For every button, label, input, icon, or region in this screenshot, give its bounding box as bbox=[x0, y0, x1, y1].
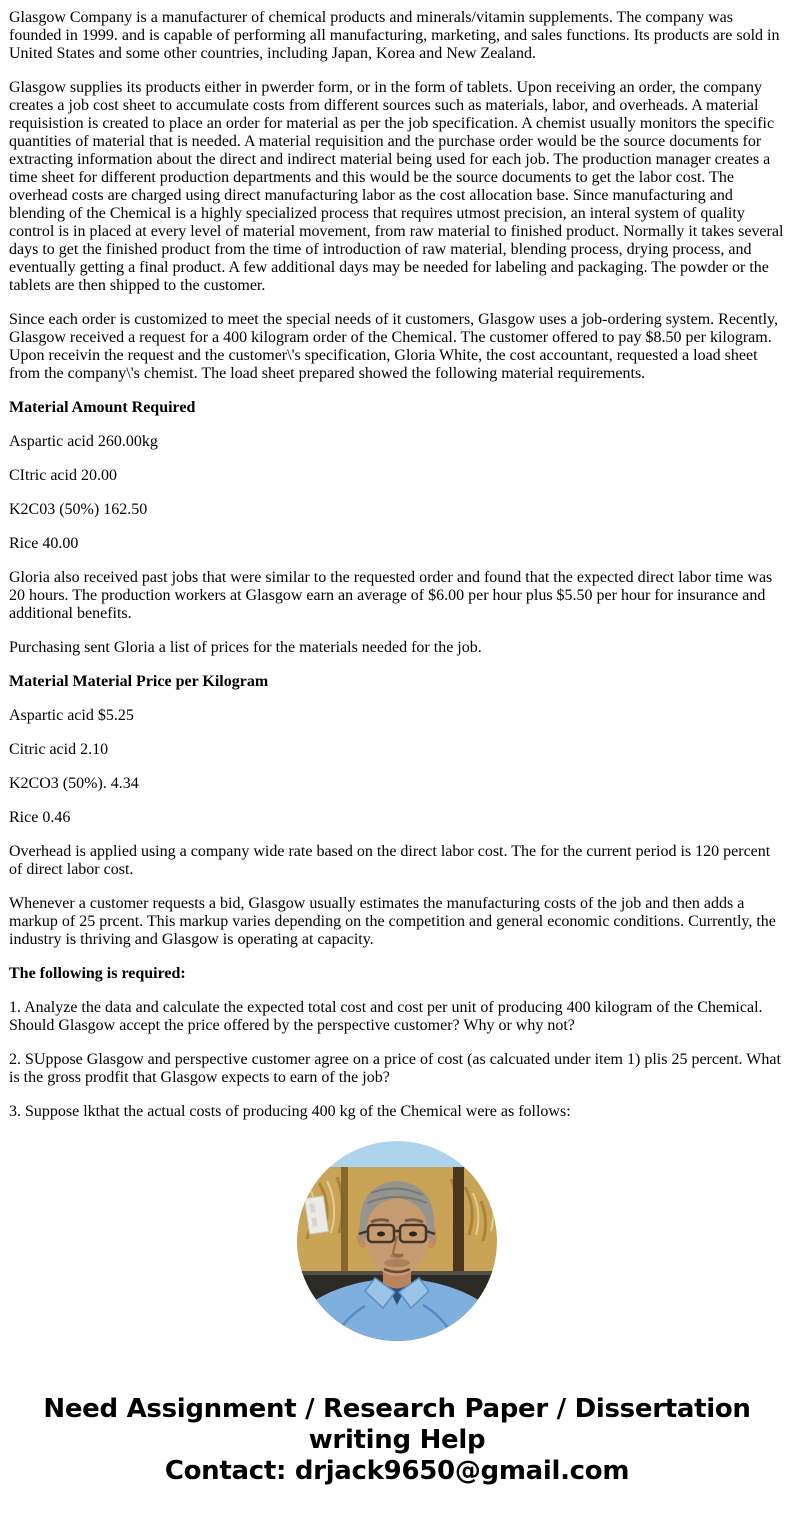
material-amount-k2c03: K2C03 (50%) 162.50 bbox=[9, 501, 148, 518]
paragraph-order-request: Since each order is customized to meet the special needs of it customers, Glasgow uses a job-ordering system. Recently, Glasgow received a request for a 400 kilogram order of the Chemical. The customer offered to pay $8.50 per kilogram. Upon receivin the request and the customer\'s specification, Gloria White, the cost accountant, requested a load sheet from the company\'s chemist. The load sheet prepared showed the following material requirements. bbox=[9, 311, 778, 382]
material-price-citric-acid: Citric acid 2.10 bbox=[9, 741, 109, 758]
heading-material-amount-required: Material Amount Required bbox=[9, 399, 196, 416]
question-2: 2. SUppose Glasgow and perspective customer agree on a price of cost (as calcuated under item 1) plis 25 percent. What is the gross prodfit that Glasgow expects to earn of the job? bbox=[9, 1051, 781, 1086]
footer-advertisement bbox=[0, 1394, 794, 1487]
heading-material-price-per-kilogram: Material Material Price per Kilogram bbox=[9, 673, 269, 690]
material-amount-aspartic-acid: Aspartic acid 260.00kg bbox=[9, 433, 158, 450]
material-price-k2co3: K2CO3 (50%). 4.34 bbox=[9, 775, 139, 792]
material-price-rice: Rice 0.46 bbox=[9, 809, 71, 826]
footer-line-1: Need Assignment / Research Paper / Dissertation bbox=[43, 1394, 751, 1424]
footer-contact-email: Contact: drjack9650@gmail.com bbox=[164, 1456, 630, 1486]
paragraph-process-description: Glasgow supplies its products either in pwerder form, or in the form of tablets. Upon receiving an order, the company creates a job cost sheet to accumulate costs from different sources such as materials, labor, and overheads. A material requisistion is created to place an order for material as per the job specification. A chemist usually monitors the specific quantities of material that is needed. A material requisition and the purchase order would be the source documents for extracting information about the direct and indirect material being used for each job. The production manager creates a time sheet for different production departments and this would be the source documents to get the labor cost. The overhead costs are charged using direct manufacturing labor as the cost allocation base. Since manufacturing and blending of the Chemical is a highly specialized process that requires utmost precision, an interal system of quality control is in placed at every level of material movement, from raw material to finished product. Normally it takes several days to get the finished product from the time of introduction of raw material, blending process, drying process, and eventually getting a final product. A few additional days may be needed for labeling and packaging. The powder or the tablets are then shipped to the customer. bbox=[9, 79, 784, 294]
question-1: 1. Analyze the data and calculate the expected total cost and cost per unit of producing 400 kilogram of the Chemical. Should Glasgow accept the price offered by the perspective customer? Why or why not? bbox=[9, 999, 763, 1034]
paragraph-purchasing-prices: Purchasing sent Gloria a list of prices for the materials needed for the job. bbox=[9, 639, 482, 656]
material-amount-citric-acid: CItric acid 20.00 bbox=[9, 467, 117, 484]
profile-photo bbox=[297, 1141, 497, 1341]
paragraph-overhead-rate: Overhead is applied using a company wide rate based on the direct labor cost. The for the current period is 120 percent of direct labor cost. bbox=[9, 843, 771, 878]
paragraph-markup-policy: Whenever a customer requests a bid, Glasgow usually estimates the manufacturing costs of the job and then adds a markup of 25 prcent. This markup varies depending on the competition and general economic conditions. Currently, the industry is thriving and Glasgow is operating at capacity. bbox=[9, 895, 776, 948]
profile-photo-container bbox=[0, 1141, 794, 1346]
material-amount-rice: Rice 40.00 bbox=[9, 535, 79, 552]
profile-photo-illustration bbox=[297, 1141, 497, 1341]
footer-line-2: writing Help bbox=[308, 1425, 486, 1455]
heading-following-is-required: The following is required: bbox=[9, 965, 186, 982]
paragraph-labor-info: Gloria also received past jobs that were similar to the requested order and found that the expected direct labor time was 20 hours. The production workers at Glasgow earn an average of $6.00 per hour plus $5.50 per hour for insurance and additional benefits. bbox=[9, 569, 773, 622]
question-3: 3. Suppose lkthat the actual costs of producing 400 kg of the Chemical were as follows: bbox=[9, 1103, 571, 1120]
material-price-aspartic-acid: Aspartic acid $5.25 bbox=[9, 707, 134, 724]
paragraph-company-intro: Glasgow Company is a manufacturer of chemical products and minerals/vitamin supplements. The company was founded in 1999. and is capable of performing all manufacturing, marketing, and sales functions. Its products are sold in United States and some other countries, including Japan, Korea and New Zealand. bbox=[9, 9, 780, 62]
